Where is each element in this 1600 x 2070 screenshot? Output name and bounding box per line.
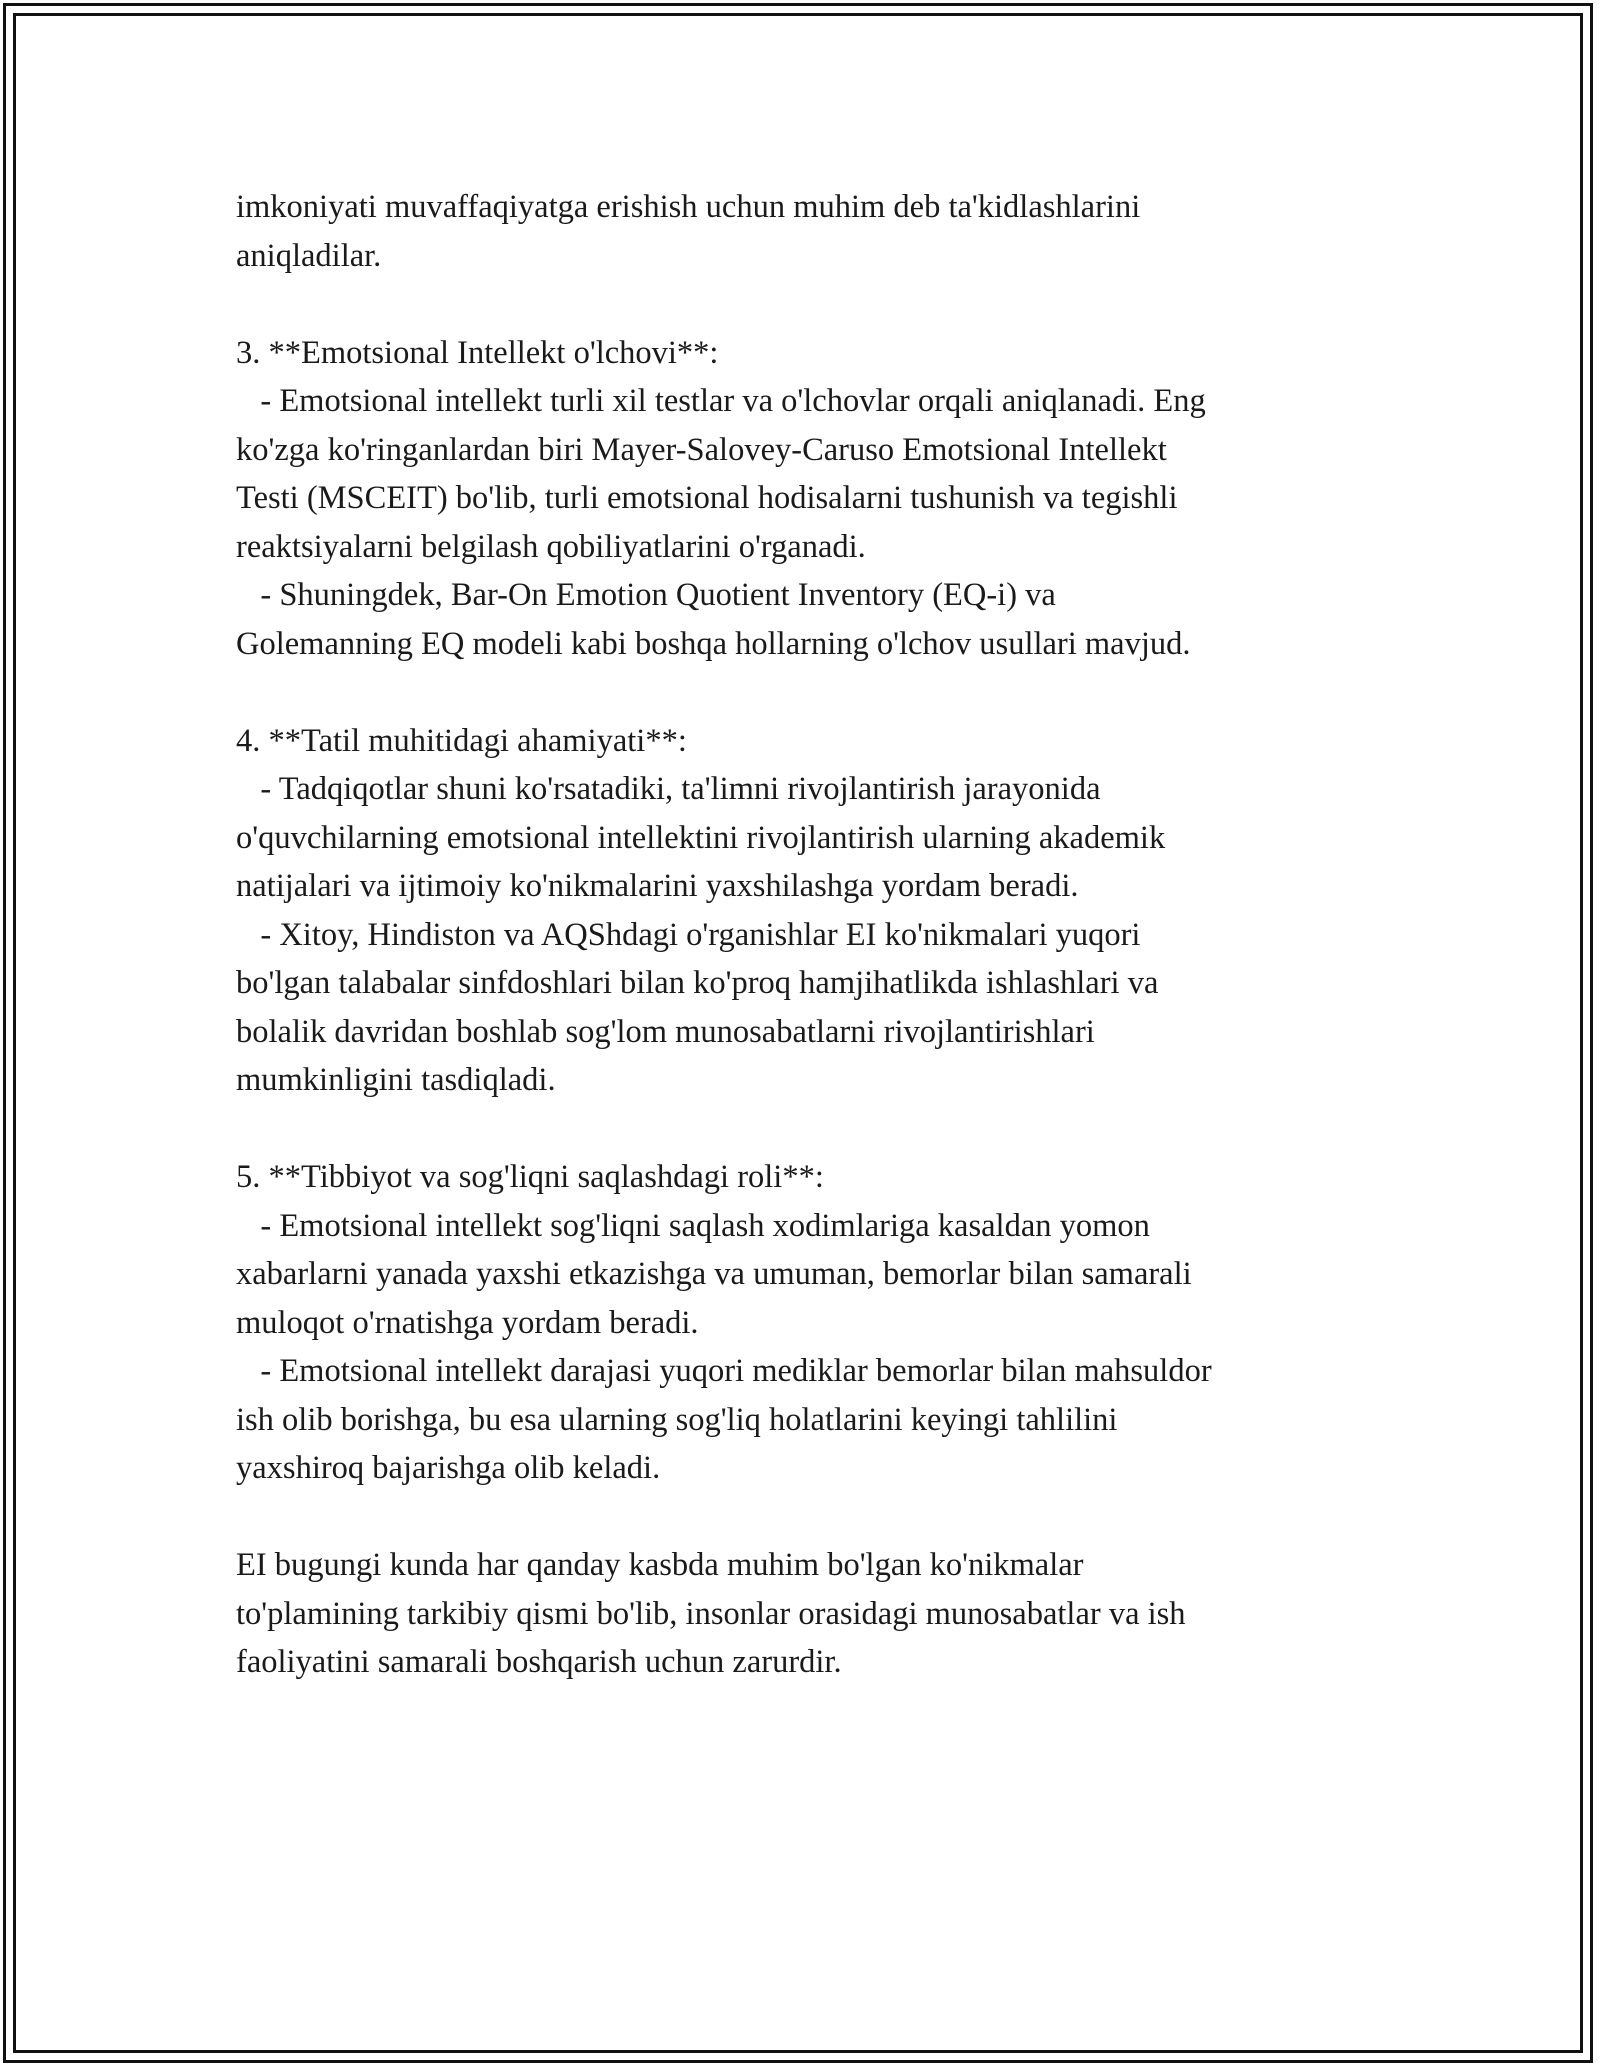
document-body: [236, 183, 1366, 1687]
text-line: to'plamining tarkibiy qismi bo'lib, insonlar orasidagi munosabatlar va ish: [236, 1595, 1186, 1632]
section-heading: 3. **Emotsional Intellekt o'lchovi**:: [236, 334, 719, 371]
text-line: - Tadqiqotlar shuni ko'rsatadiki, ta'limni rivojlantirish jarayonida: [236, 771, 1101, 807]
text-line: - Emotsional intellekt turli xil testlar va o'lchovlar orqali aniqlanadi. Eng: [236, 383, 1206, 419]
text-line: reaktsiyalarni belgilash qobiliyatlarini o'rganadi.: [236, 528, 866, 565]
text-line: EI bugungi kunda har qanday kasbda muhim bo'lgan ko'nikmalar: [236, 1547, 1084, 1583]
section-heading: 5. **Tibbiyot va sog'liqni saqlashdagi roli**:: [236, 1159, 824, 1195]
text-line: bolalik davridan boshlab sog'lom munosabatlarni rivojlantirishlari: [236, 1013, 1095, 1050]
text-line: xabarlarni yanada yaxshi etkazishga va umuman, bemorlar bilan samarali: [236, 1256, 1192, 1292]
text-line: bo'lgan talabalar sinfdoshlari bilan ko'proq hamjihatlikda ishlashlari va: [236, 965, 1159, 1001]
section-4-education: [236, 717, 1366, 1105]
section-3-measurement: [236, 329, 1366, 669]
text-line: ish olib borishga, bu esa ularning sog'liq holatlarini keyingi tahlilini: [236, 1401, 1118, 1438]
section-5-healthcare: [236, 1153, 1366, 1493]
text-line: yaxshiroq bajarishga olib keladi.: [236, 1450, 661, 1486]
text-line: imkoniyati muvaffaqiyatga erishish uchun muhim deb ta'kidlashlarini: [236, 189, 1141, 225]
text-line: Testi (MSCEIT) bo'lib, turli emotsional hodisalarni tushunish va tegishli: [236, 480, 1178, 516]
text-line: aniqladilar.: [236, 237, 382, 274]
text-line: mumkinligini tasdiqladi.: [236, 1062, 556, 1098]
paragraph-continuation: [236, 183, 1366, 280]
text-line: - Shuningdek, Bar-On Emotion Quotient Inventory (EQ-i) va: [236, 577, 1056, 613]
text-line: o'quvchilarning emotsional intellektini rivojlantirish ularning akademik: [236, 819, 1166, 856]
text-line: - Emotsional intellekt darajasi yuqori mediklar bemorlar bilan mahsuldor: [236, 1353, 1212, 1389]
text-line: - Xitoy, Hindiston va AQShdagi o'rganishlar EI ko'nikmalari yuqori: [236, 916, 1141, 953]
text-line: Golemanning EQ modeli kabi boshqa hollarning o'lchov usullari mavjud.: [236, 625, 1191, 662]
text-line: natijalari va ijtimoiy ko'nikmalarini yaxshilashga yordam beradi.: [236, 868, 1079, 904]
text-line: muloqot o'rnatishga yordam beradi.: [236, 1304, 699, 1341]
section-heading: 4. **Tatil muhitidagi ahamiyati**:: [236, 722, 687, 759]
text-line: faoliyatini samarali boshqarish uchun zarurdir.: [236, 1644, 842, 1680]
text-line: - Emotsional intellekt sog'liqni saqlash xodimlariga kasaldan yomon: [236, 1207, 1150, 1244]
text-line: ko'zga ko'ringanlardan biri Mayer-Salovey-Caruso Emotsional Intellekt: [236, 431, 1167, 468]
conclusion-paragraph: [236, 1541, 1366, 1687]
